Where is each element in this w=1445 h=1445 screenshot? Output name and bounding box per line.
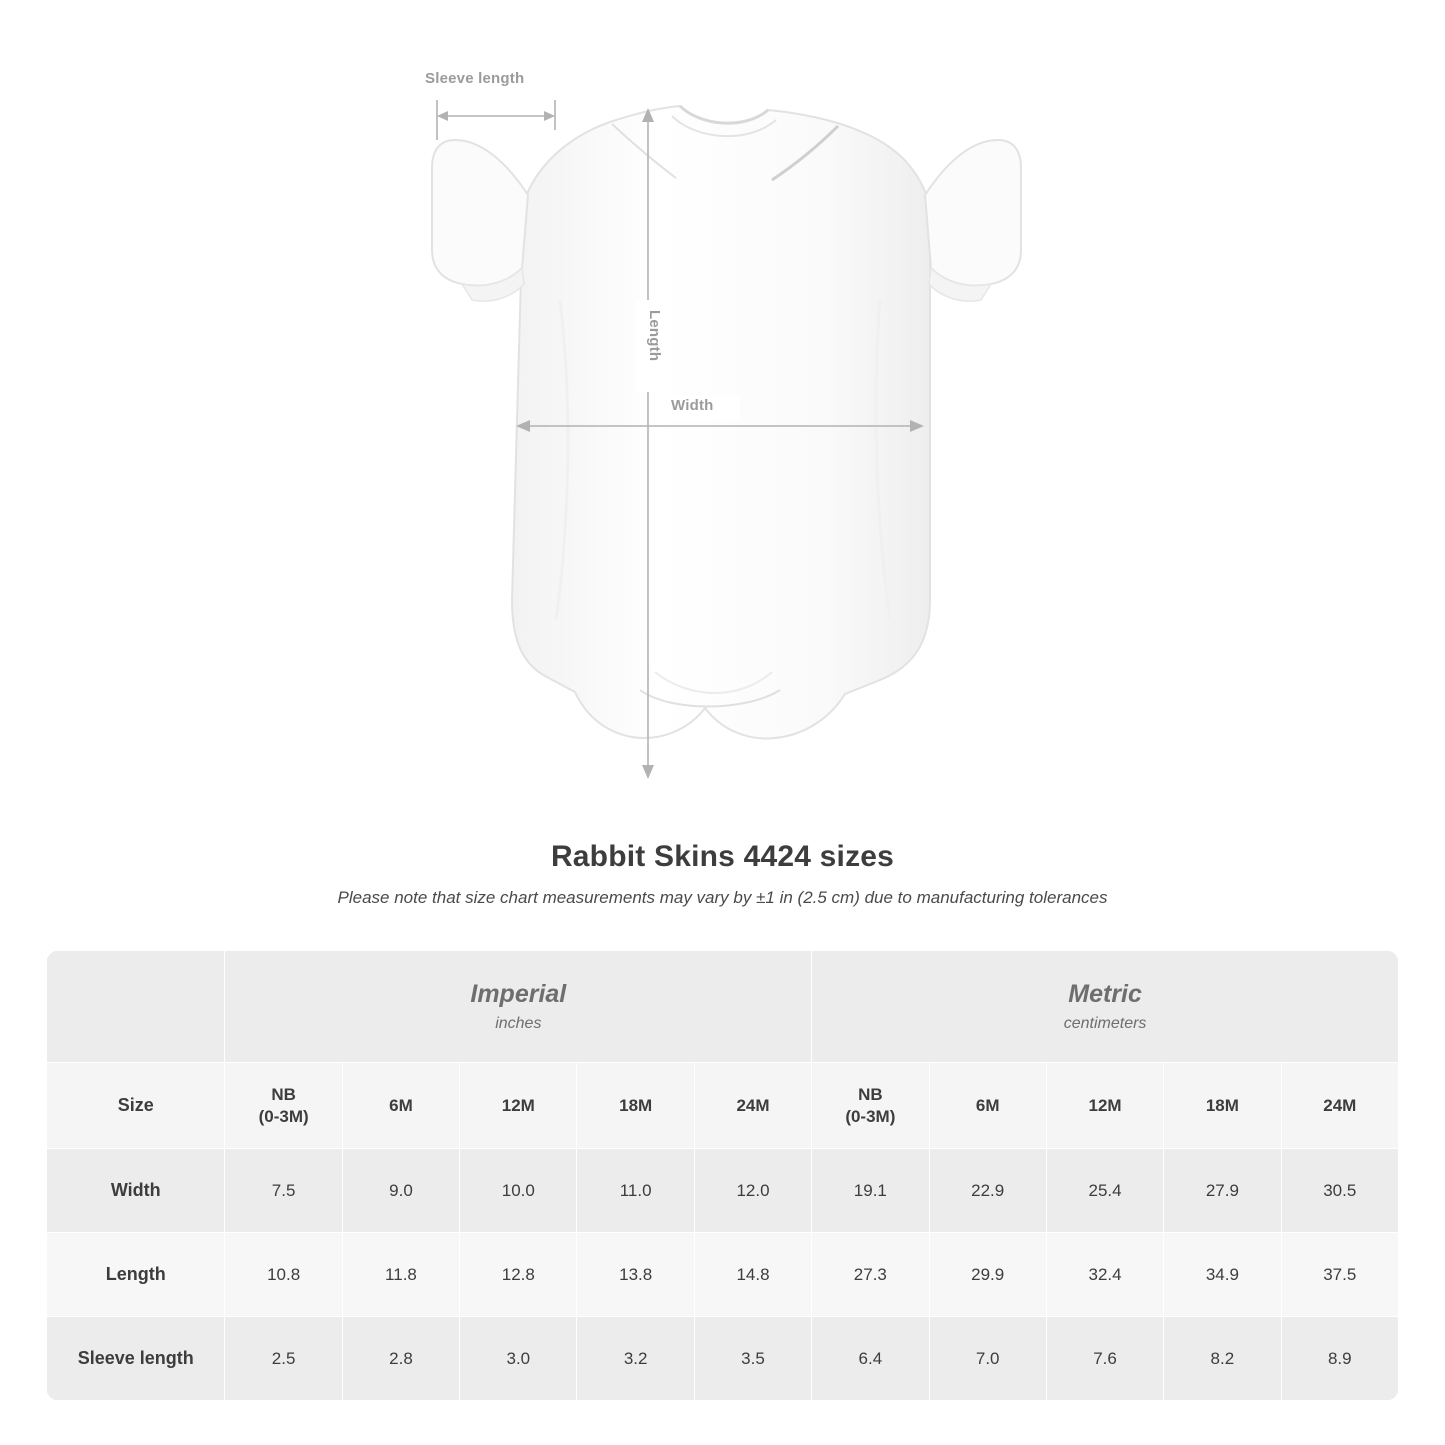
size-table-wrapper <box>46 950 1399 1401</box>
cell-sleeve-imperial-12m: 3.0 <box>460 1317 577 1401</box>
column-header-line1: NB <box>271 1085 296 1105</box>
unit-group-imperial <box>225 951 812 1063</box>
cell-length-metric-nb: 27.3 <box>812 1233 929 1317</box>
column-header-line1: 24M <box>1323 1095 1357 1115</box>
cell-width-imperial-nb: 7.5 <box>225 1149 342 1233</box>
column-header-line1: 18M <box>1205 1095 1239 1115</box>
length-dimension-label: Length <box>646 310 663 362</box>
column-header-line2: (0-3M) <box>845 1106 896 1126</box>
column-header-line1: 18M <box>619 1095 653 1115</box>
tolerance-note: Please note that size chart measurements may vary by ±1 in (2.5 cm) due to manufacturing tolerances <box>337 888 1108 907</box>
cell-sleeve-imperial-6m: 2.8 <box>342 1317 459 1401</box>
table-row <box>47 1317 1399 1401</box>
cell-length-imperial-24m: 14.8 <box>694 1233 811 1317</box>
cell-width-imperial-12m: 10.0 <box>460 1149 577 1233</box>
cell-length-imperial-6m: 11.8 <box>342 1233 459 1317</box>
cell-width-imperial-18m: 11.0 <box>577 1149 694 1233</box>
column-header-metric-12m <box>1046 1063 1163 1149</box>
cell-width-imperial-24m: 12.0 <box>694 1149 811 1233</box>
column-header-metric-nb <box>812 1063 929 1149</box>
cell-width-metric-nb: 19.1 <box>812 1149 929 1233</box>
column-header-line2: (0-3M) <box>258 1106 309 1126</box>
unit-group-metric-name: Metric <box>1068 980 1142 1009</box>
unit-group-imperial-sub: inches <box>495 1014 542 1032</box>
column-header-imperial-24m <box>694 1063 811 1149</box>
title-block <box>0 840 1445 908</box>
sleeve-length-dimension-label: Sleeve length <box>425 70 525 87</box>
column-header-imperial-nb <box>225 1063 342 1149</box>
column-header-imperial-12m <box>460 1063 577 1149</box>
size-header-row <box>47 1063 1399 1149</box>
column-header-imperial-6m <box>342 1063 459 1149</box>
cell-sleeve-imperial-nb: 2.5 <box>225 1317 342 1401</box>
cell-sleeve-imperial-24m: 3.5 <box>694 1317 811 1401</box>
row-header-size: Size <box>47 1063 225 1149</box>
cell-sleeve-metric-12m: 7.6 <box>1046 1317 1163 1401</box>
cell-width-metric-18m: 27.9 <box>1164 1149 1281 1233</box>
cell-width-metric-24m: 30.5 <box>1281 1149 1398 1233</box>
cell-length-metric-24m: 37.5 <box>1281 1233 1398 1317</box>
width-dimension-label: Width <box>671 397 714 414</box>
cell-sleeve-metric-24m: 8.9 <box>1281 1317 1398 1401</box>
unit-banner-spacer <box>47 951 225 1063</box>
unit-group-imperial-name: Imperial <box>470 980 567 1009</box>
column-header-imperial-18m <box>577 1063 694 1149</box>
cell-sleeve-metric-18m: 8.2 <box>1164 1317 1281 1401</box>
row-label-sleeve-length: Sleeve length <box>47 1317 225 1401</box>
table-row <box>47 1149 1399 1233</box>
column-header-line1: 6M <box>975 1095 1000 1115</box>
cell-sleeve-metric-6m: 7.0 <box>929 1317 1046 1401</box>
column-header-line1: 12M <box>501 1095 535 1115</box>
cell-width-metric-6m: 22.9 <box>929 1149 1046 1233</box>
cell-width-metric-12m: 25.4 <box>1046 1149 1163 1233</box>
column-header-line1: 12M <box>1088 1095 1122 1115</box>
cell-width-imperial-6m: 9.0 <box>342 1149 459 1233</box>
cell-length-metric-6m: 29.9 <box>929 1233 1046 1317</box>
column-header-line1: 24M <box>736 1095 770 1115</box>
cell-sleeve-imperial-18m: 3.2 <box>577 1317 694 1401</box>
row-label-width: Width <box>47 1149 225 1233</box>
unit-banner-row <box>47 951 1399 1063</box>
cell-length-metric-12m: 32.4 <box>1046 1233 1163 1317</box>
cell-length-imperial-12m: 12.8 <box>460 1233 577 1317</box>
cell-length-imperial-nb: 10.8 <box>225 1233 342 1317</box>
size-table <box>46 950 1399 1401</box>
column-header-metric-18m <box>1164 1063 1281 1149</box>
cell-sleeve-metric-nb: 6.4 <box>812 1317 929 1401</box>
unit-group-metric <box>812 951 1399 1063</box>
cell-length-metric-18m: 34.9 <box>1164 1233 1281 1317</box>
cell-length-imperial-18m: 13.8 <box>577 1233 694 1317</box>
unit-group-metric-sub: centimeters <box>1063 1014 1147 1032</box>
column-header-line1: NB <box>858 1085 883 1105</box>
column-header-metric-24m <box>1281 1063 1398 1149</box>
table-row <box>47 1233 1399 1317</box>
column-header-line1: 6M <box>389 1095 413 1115</box>
page-title: Rabbit Skins 4424 sizes <box>550 840 895 873</box>
row-label-length: Length <box>47 1233 225 1317</box>
column-header-metric-6m <box>929 1063 1046 1149</box>
